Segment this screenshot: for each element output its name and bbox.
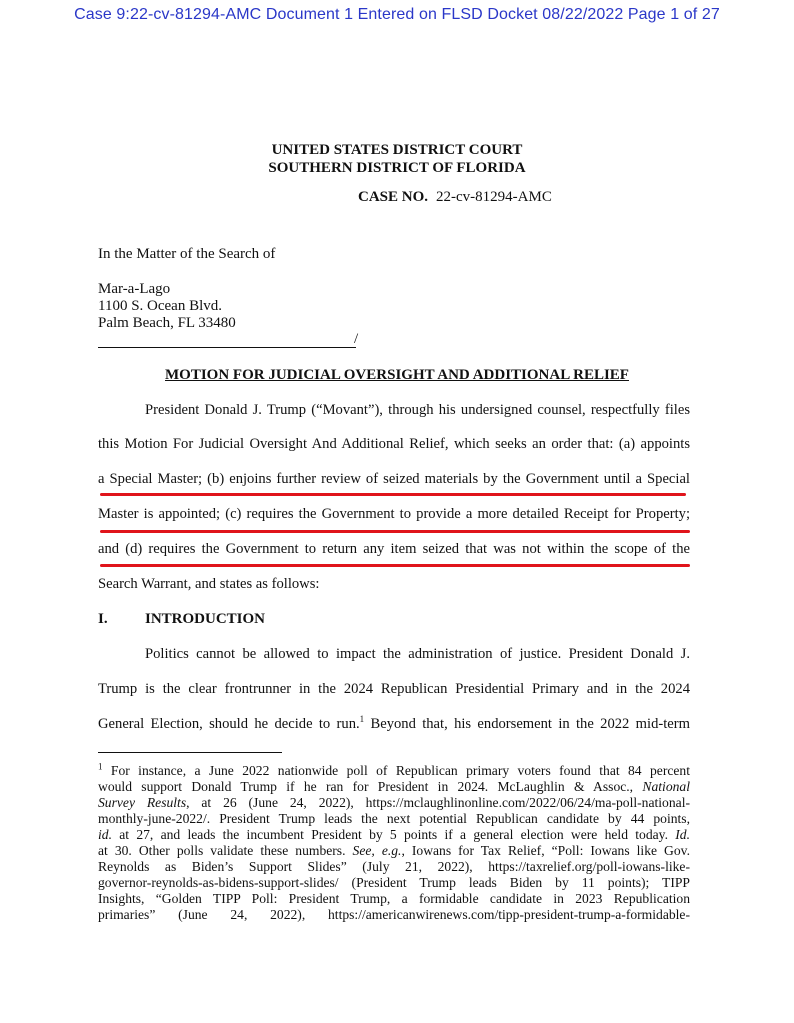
intro-line-1: Politics cannot be allowed to impact the administration of justice. President Donald J.: [145, 646, 690, 662]
footnote-italic-2: Survey Results: [98, 795, 187, 810]
intro-line-2: Trump is the clear frontrunner in the 2024 Republican Presidential Primary and in the 2024: [98, 681, 690, 697]
motion-line-2: this Motion For Judicial Oversight And Additional Relief, which seeks an order that: (a) appoints: [98, 436, 690, 452]
intro-line-3: [98, 716, 690, 733]
footnote-line-10: primaries” (June 24, 2022), https://americanwirenews.com/tipp-president-trump-a-formidable-: [98, 907, 690, 922]
footnote-line-8: governor-reynolds-as-bidens-support-slides/ (President Trump leads Biden by 11 points); TIPP: [98, 875, 690, 890]
motion-line-1: President Donald J. Trump (“Movant”), through his undersigned counsel, respectfully files: [145, 402, 690, 418]
footnote-text-6b: , Iowans for Tax Relief, “Poll: Iowans like Gov.: [401, 843, 690, 858]
footnote-line-9: Insights, “Golden TIPP Poll: President Trump, a formidable candidate in 2023 Republication: [98, 891, 690, 906]
motion-line-6: Search Warrant, and states as follows:: [98, 576, 320, 592]
section-title: INTRODUCTION: [145, 611, 266, 627]
footnote-line-1: [98, 763, 690, 779]
motion-line-3: a Special Master; (b) enjoins further review of seized materials by the Government until a Special: [98, 471, 690, 487]
footnote-line-3: [98, 795, 690, 811]
footnote-italic-3: id.: [98, 827, 112, 842]
intro-line-3-rest: Beyond that, his endorsement in the 2022 mid-term: [370, 716, 690, 732]
docket-header: Case 9:22-cv-81294-AMC Document 1 Entered on FLSD Docket 08/22/2022 Page 1 of 27: [74, 6, 720, 23]
case-number-label: CASE NO.: [358, 189, 429, 205]
intro-line-3-text: General Election, should he decide to run.: [98, 716, 360, 732]
motion-line-5: and (d) requires the Government to return any item seized that was not within the scope of the: [98, 541, 690, 557]
footnote-marker: 1: [98, 761, 103, 772]
footnote-reference: 1: [359, 714, 365, 725]
footnote-line-2: [98, 779, 690, 795]
footnote-italic-1: National: [642, 779, 690, 794]
address-line-2: 1100 S. Ocean Blvd.: [98, 298, 223, 314]
red-underline-3: [100, 564, 690, 567]
footnote-text-5: at 27, and leads the incumbent President by 5 points if a general election were held today.: [111, 827, 668, 842]
motion-line-4: Master is appointed; (c) requires the Government to provide a more detailed Receipt for Property;: [98, 506, 690, 522]
footnote-text-2: would support Donald Trump if he ran for President in 2024. McLaughlin & Assoc.,: [98, 779, 634, 794]
red-underline-2: [100, 530, 690, 533]
case-number-line: [358, 189, 552, 206]
footnote-text-1: For instance, a June 2022 nationwide poll of Republican primary voters found that 84 percent: [110, 763, 690, 778]
footnote-text-6: at 30. Other polls validate these numbers.: [98, 843, 346, 858]
motion-title: MOTION FOR JUDICIAL OVERSIGHT AND ADDITIONAL RELIEF: [165, 367, 629, 383]
footnote-text-3: , at 26 (June 24, 2022), https://mclaughlinonline.com/2022/06/24/ma-poll-national-: [186, 795, 690, 810]
footnote-rule: [98, 752, 282, 753]
address-line-1: Mar-a-Lago: [98, 281, 171, 297]
footnote-line-4: monthly-june-2022/. President Trump leads the next potential Republican candidate by 44 points,: [98, 811, 690, 826]
section-number: I.: [98, 611, 108, 627]
court-district: SOUTHERN DISTRICT OF FLORIDA: [268, 160, 526, 176]
matter-line: In the Matter of the Search of: [98, 246, 276, 262]
footnote-italic-4: Id.: [675, 827, 691, 842]
caption-rule: [98, 347, 356, 348]
footnote-line-7: Reynolds as Biden’s Support Slides” (July 21, 2022), https://taxrelief.org/poll-iowans-like-: [98, 859, 690, 874]
red-underline-1: [100, 493, 686, 496]
footnote-line-5: [98, 827, 690, 843]
address-line-3: Palm Beach, FL 33480: [98, 315, 236, 331]
footnote-line-6: [98, 843, 690, 859]
court-name: UNITED STATES DISTRICT COURT: [271, 142, 523, 158]
caption-slash: /: [354, 331, 359, 347]
case-number: 22-cv-81294-AMC: [436, 189, 552, 205]
footnote-italic-5: See, e.g.: [352, 843, 402, 858]
